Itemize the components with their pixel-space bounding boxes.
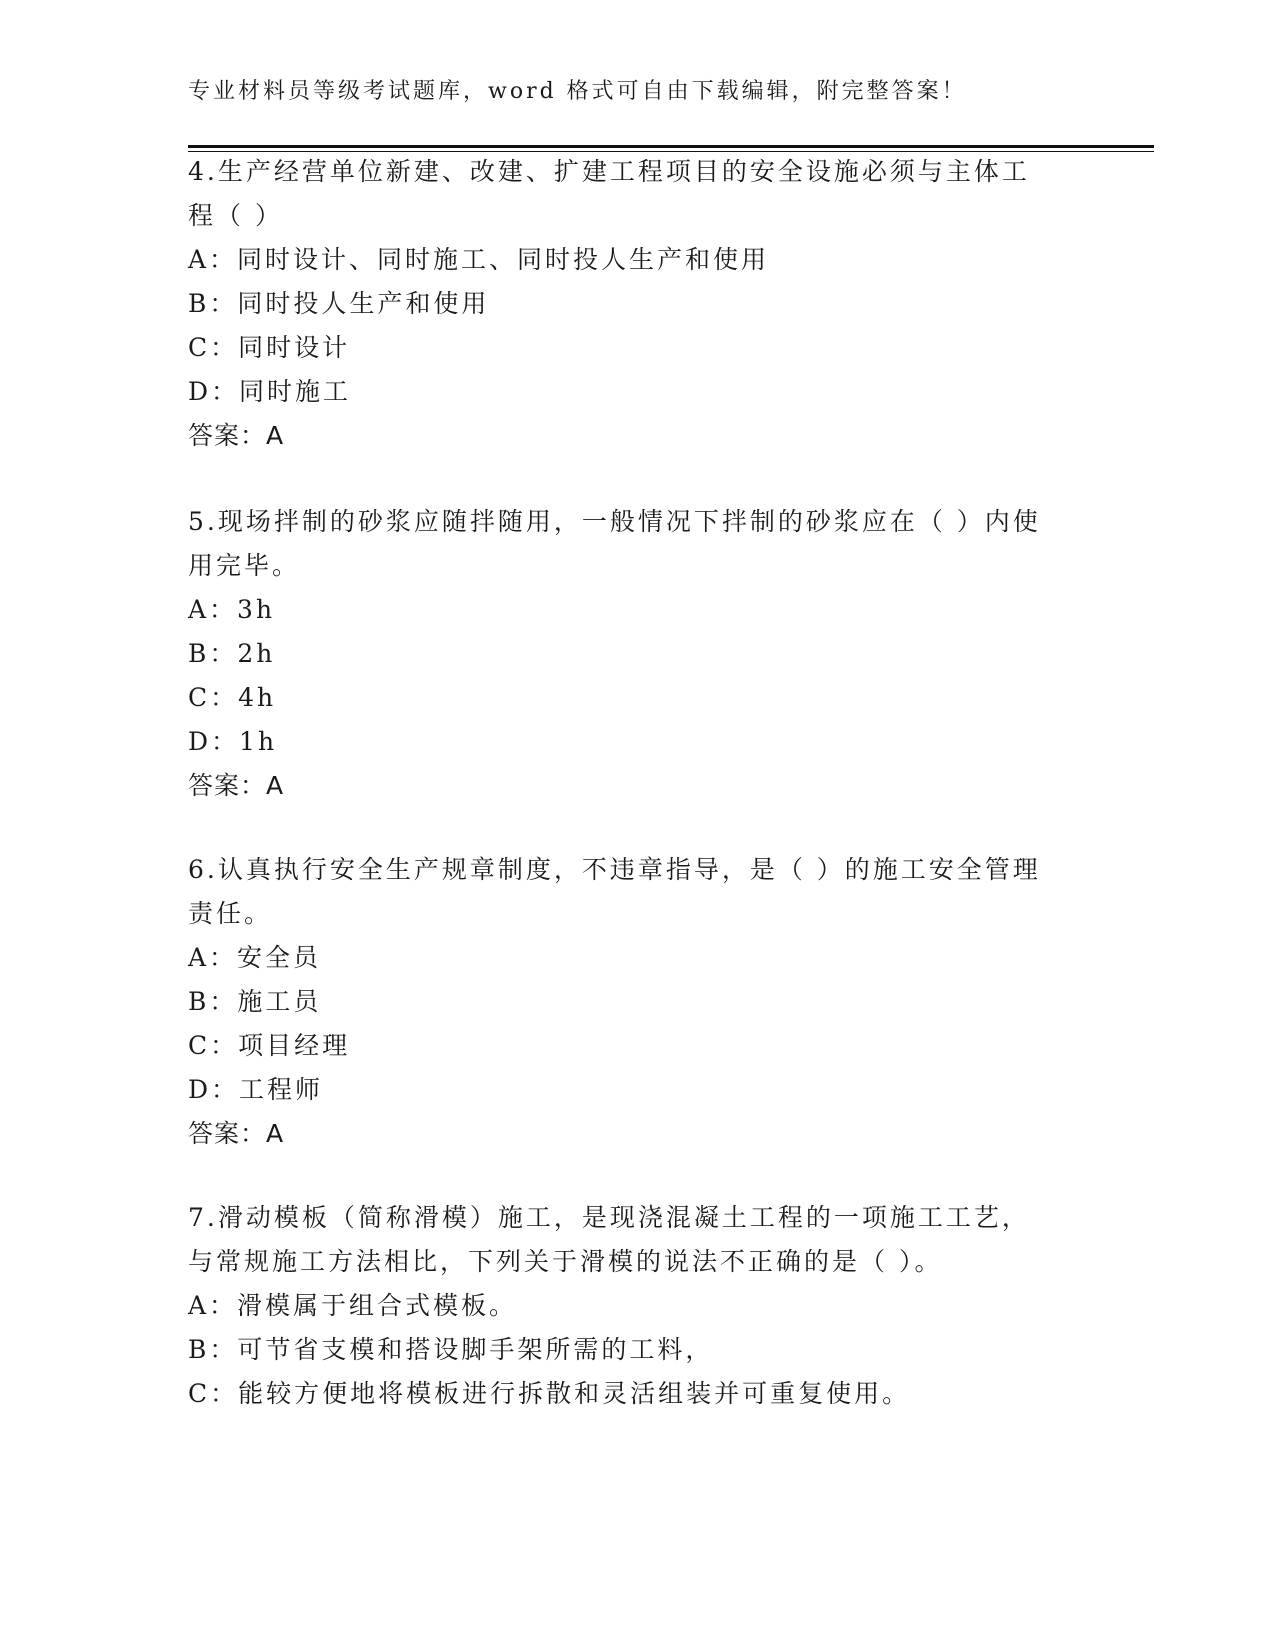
question-5-option-c: C：4h bbox=[188, 683, 277, 712]
question-5-option-a: A：3h bbox=[188, 595, 276, 624]
header-rule-thin bbox=[188, 151, 1154, 152]
question-6-option-b: B：施工员 bbox=[188, 987, 322, 1016]
question-4-option-a: A：同时设计、同时施工、同时投人生产和使用 bbox=[188, 245, 770, 274]
question-7-stem-line1: 7.滑动模板（简称滑模）施工，是现浇混凝土工程的一项施工工艺， bbox=[188, 1203, 1030, 1232]
question-7-stem-line2: 与常规施工方法相比，下列关于滑模的说法不正确的是（ ）。 bbox=[188, 1247, 943, 1276]
question-4-option-c: C：同时设计 bbox=[188, 333, 351, 362]
page-header: 专业材料员等级考试题库，word 格式可自由下载编辑，附完整答案！ bbox=[188, 79, 967, 104]
question-5-option-d: D：1h bbox=[188, 727, 278, 756]
question-5-stem-line2: 用完毕。 bbox=[188, 551, 301, 580]
question-7-option-a: A：滑模属于组合式模板。 bbox=[188, 1291, 518, 1320]
question-4-option-b: B：同时投人生产和使用 bbox=[188, 289, 490, 318]
question-5-answer: 答案：A bbox=[188, 771, 285, 800]
question-5-stem-line1: 5.现场拌制的砂浆应随拌随用，一般情况下拌制的砂浆应在（ ）内使 bbox=[188, 507, 1041, 536]
question-6-option-c: C：项目经理 bbox=[188, 1031, 351, 1060]
question-6-answer: 答案：A bbox=[188, 1119, 285, 1148]
question-5-option-b: B：2h bbox=[188, 639, 276, 668]
question-6-stem-line2: 责任。 bbox=[188, 899, 273, 928]
question-6-option-d: D：工程师 bbox=[188, 1075, 324, 1104]
question-4-stem-line2: 程（ ） bbox=[188, 201, 283, 230]
question-4-answer: 答案：A bbox=[188, 421, 285, 450]
question-4-stem-line1: 4.生产经营单位新建、改建、扩建工程项目的安全设施必须与主体工 bbox=[188, 157, 1030, 186]
header-rule-thick bbox=[188, 145, 1154, 148]
question-7-option-c: C：能较方便地将模板进行拆散和灵活组装并可重复使用。 bbox=[188, 1379, 911, 1408]
question-4-option-d: D：同时施工 bbox=[188, 377, 352, 406]
question-6-stem-line1: 6.认真执行安全生产规章制度，不违章指导，是（ ）的施工安全管理 bbox=[188, 855, 1041, 884]
question-6-option-a: A：安全员 bbox=[188, 943, 322, 972]
question-7-option-b: B：可节省支模和搭设脚手架所需的工料， bbox=[188, 1335, 714, 1364]
